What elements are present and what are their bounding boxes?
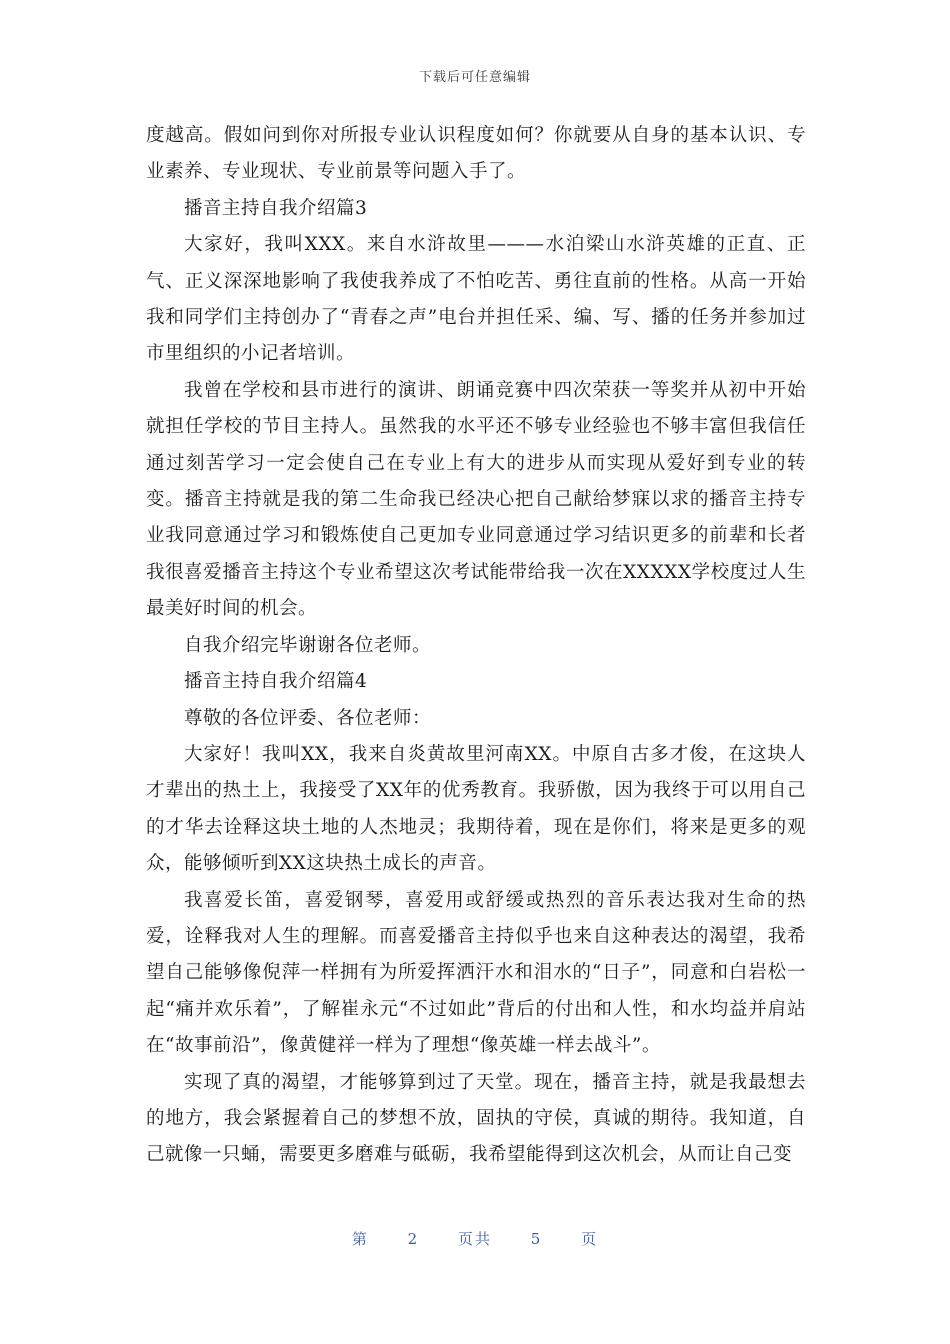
page-label-prefix: 第: [351, 1230, 369, 1248]
page-footer: [0, 1228, 950, 1249]
current-page-number: 2: [407, 1230, 420, 1248]
page-label-mid: 页共: [457, 1230, 492, 1248]
page-header: 下载后可任意编辑: [418, 70, 531, 85]
salutation: 尊敬的各位评委、各位老师：: [184, 707, 432, 729]
total-pages-number: 5: [530, 1230, 543, 1248]
paragraph: 我曾在学校和县市进行的演讲、朗诵竞赛中四次荣获一等奖并从初中开始就担任学校的节目主持人。虽然我的水平还不够专业经验也不够丰富但我信任通过刻苦学习一定会使自己在专业上有大的进步从而实现从爱好到专业的转变。播音主持就是我的第二生命我已经决心把自己献给梦寐以求的播音主持专业我同意通过学习和锻炼使自己更加专业同意通过学习结识更多的前辈和长者我很喜爱播音主持这个专业希望这次考试能带给我一次在XXXXX学校度过人生最美好时间的机会。: [146, 379, 806, 620]
paragraph: 大家好！我叫XX，我来自炎黄故里河南XX。中原自古多才俊，在这块人才辈出的热土上，我接受了XX年的优秀教育。我骄傲，因为我终于可以用自己的才华去诠释这块土地的人杰地灵；我期待着，现在是你们，将来是更多的观众，能够倾听到XX这块热土成长的声音。: [146, 743, 806, 875]
paragraph: 度越高。假如问到你对所报专业认识程度如何？你就要从自身的基本认识、专业素养、专业现状、专业前景等问题入手了。: [146, 125, 806, 183]
document-body: [146, 118, 806, 1174]
paragraph: 自我介绍完毕谢谢各位老师。: [184, 634, 432, 656]
section-heading: 播音主持自我介绍篇4: [184, 671, 368, 693]
paragraph: 实现了真的渴望，才能够算到过了天堂。现在，播音主持，就是我最想去的地方，我会紧握着自己的梦想不放，固执的守侯，真诚的期待。我知道，自己就像一只蛹，需要更多磨难与砥砺，我希望能得到这次机会，从而让自己变: [146, 1071, 806, 1166]
paragraph: 我喜爱长笛，喜爱钢琴，喜爱用或舒缓或热烈的音乐表达我对生命的热爱，诠释我对人生的理解。而喜爱播音主持似乎也来自这种表达的渴望，我希望自己能够像倪萍一样拥有为所爱挥洒汗水和泪水的“日子”，同意和白岩松一起“痛并欢乐着”，了解崔永元“不过如此”背后的付出和人性，和水均益并肩站在“故事前沿”，像黄健祥一样为了理想“像英雄一样去战斗”。: [146, 889, 806, 1057]
page-label-suffix: 页: [581, 1230, 599, 1248]
paragraph: 大家好，我叫XXX。来自水浒故里———水泊梁山水浒英雄的正直、正气、正义深深地影响了我使我养成了不怕吃苦、勇往直前的性格。从高一开始我和同学们主持创办了“青春之声”电台并担任采、编、写、播的任务并参加过市里组织的小记者培训。: [146, 234, 806, 365]
section-heading: 播音主持自我介绍篇3: [184, 197, 368, 219]
